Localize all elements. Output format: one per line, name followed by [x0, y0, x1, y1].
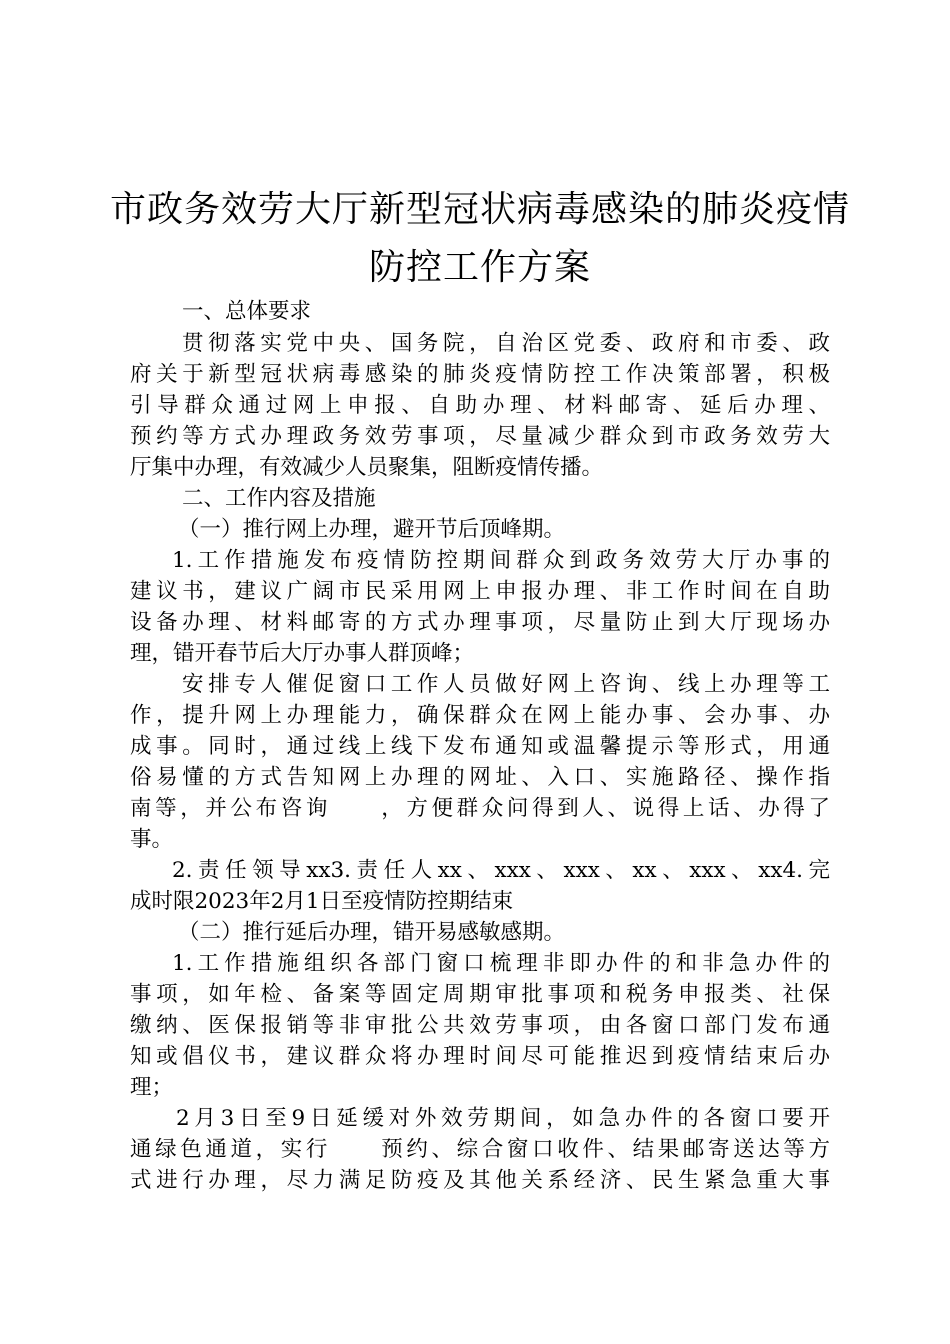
text-line: 成事。同时，通过线上线下发布通知或温馨提示等形式，用通 — [130, 734, 830, 759]
text-line: 俗易懂的方式告知网上办理的网址、入口、实施路径、操作指 — [130, 765, 830, 790]
text-line: 1.工作措施发布疫情防控期间群众到政务效劳大厅办事的 — [172, 548, 830, 573]
text-line: 成时限2023年2月1日至疫情防控期结束 — [130, 889, 514, 914]
section-heading: 二、工作内容及措施 — [182, 486, 376, 511]
text-line: 建议书，建议广阔市民采用网上申报办理、非工作时间在自助 — [130, 579, 830, 604]
text-line: 理，错开春节后大厅办事人群顶峰； — [130, 641, 475, 666]
text-line: 预约等方式办理政务效劳事项，尽量减少群众到市政务效劳大 — [130, 424, 830, 449]
text-line: 南等，并公布咨询 ，方便群众问得到人、说得上话、办得了 — [130, 796, 830, 821]
text-line: 通绿色通道，实行 预约、综合窗口收件、结果邮寄送达等方 — [130, 1137, 830, 1162]
text-line: 缴纳、医保报销等非审批公共效劳事项，由各窗口部门发布通 — [130, 1013, 830, 1038]
text-line: 事项，如年检、备案等固定周期审批事项和税务申报类、社保 — [130, 982, 830, 1007]
text-line: 厅集中办理，有效减少人员聚集，阻断疫情传播。 — [130, 455, 604, 480]
subsection-heading: （二）推行延后办理，错开易感敏感期。 — [178, 920, 566, 945]
text-line: 作，提升网上办理能力，确保群众在网上能办事、会办事、办 — [130, 703, 830, 728]
text-line: 2.责任领导xx3.责任人xx、xxx、xxx、xx、xxx、xx4.完 — [172, 858, 830, 883]
section-heading: 一、总体要求 — [182, 299, 312, 324]
text-line: 引导群众通过网上申报、自助办理、材料邮寄、延后办理、 — [130, 393, 830, 418]
text-line: 式进行办理，尽力满足防疫及其他关系经济、民生紧急重大事 — [130, 1168, 830, 1193]
text-line: 府关于新型冠状病毒感染的肺炎疫情防控工作决策部署，积极 — [130, 362, 830, 387]
text-line: 2月3日至9日延缓对外效劳期间，如急办件的各窗口要开 — [176, 1106, 830, 1131]
document-title-line-2: 防控工作方案 — [368, 247, 591, 288]
document-title-line-1: 市政务效劳大厅新型冠状病毒感染的肺炎疫情 — [110, 189, 851, 230]
subsection-heading: （一）推行网上办理，避开节后顶峰期。 — [178, 517, 566, 542]
text-line: 事。 — [130, 827, 174, 852]
text-line: 设备办理、材料邮寄的方式办理事项，尽量防止到大厅现场办 — [130, 610, 830, 635]
text-line: 贯彻落实党中央、国务院，自治区党委、政府和市委、政 — [182, 331, 830, 356]
text-line: 理； — [130, 1075, 174, 1100]
text-line: 安排专人催促窗口工作人员做好网上咨询、线上办理等工 — [182, 672, 830, 697]
text-line: 1.工作措施组织各部门窗口梳理非即办件的和非急办件的 — [172, 951, 830, 976]
text-line: 知或倡仪书，建议群众将办理时间尽可能推迟到疫情结束后办 — [130, 1044, 830, 1069]
